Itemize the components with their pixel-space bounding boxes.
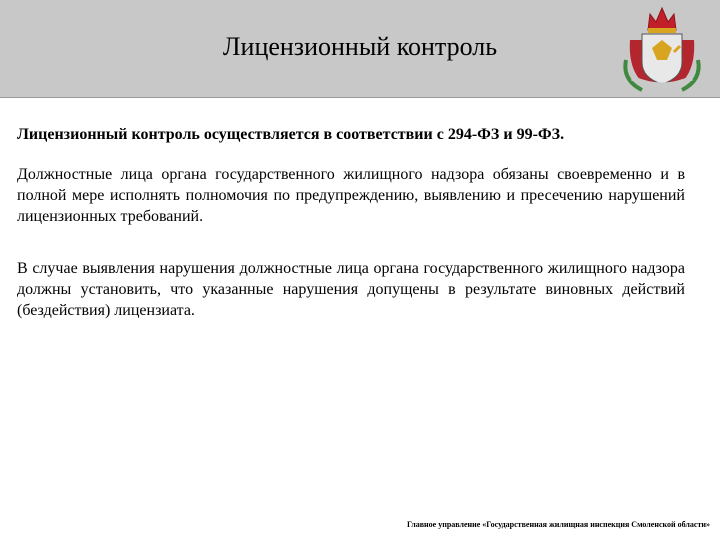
coat-of-arms-icon bbox=[612, 0, 712, 97]
footer-organization: Главное управление «Государственная жилищная инспекция Смоленской области» bbox=[407, 520, 710, 529]
main-content bbox=[17, 124, 685, 321]
paragraph-officials-duties: Должностные лица органа государственного жилищного надзора обязаны своевременно и в полной мере исполнять полномочия по предупреждению, выявлению и пресечению нарушений лицензионных требований. bbox=[17, 166, 685, 225]
header-bar bbox=[0, 0, 720, 98]
lead-statement: Лицензионный контроль осуществляется в соответствии с 294-ФЗ и 99-ФЗ. bbox=[17, 126, 565, 143]
paragraph-violations: В случае выявления нарушения должностные лица органа государственного жилищного надзора должны установить, что указанные нарушения допущены в результате виновных действий (бездействия) лицензиата. bbox=[17, 260, 685, 319]
page-title: Лицензионный контроль bbox=[222, 32, 498, 61]
